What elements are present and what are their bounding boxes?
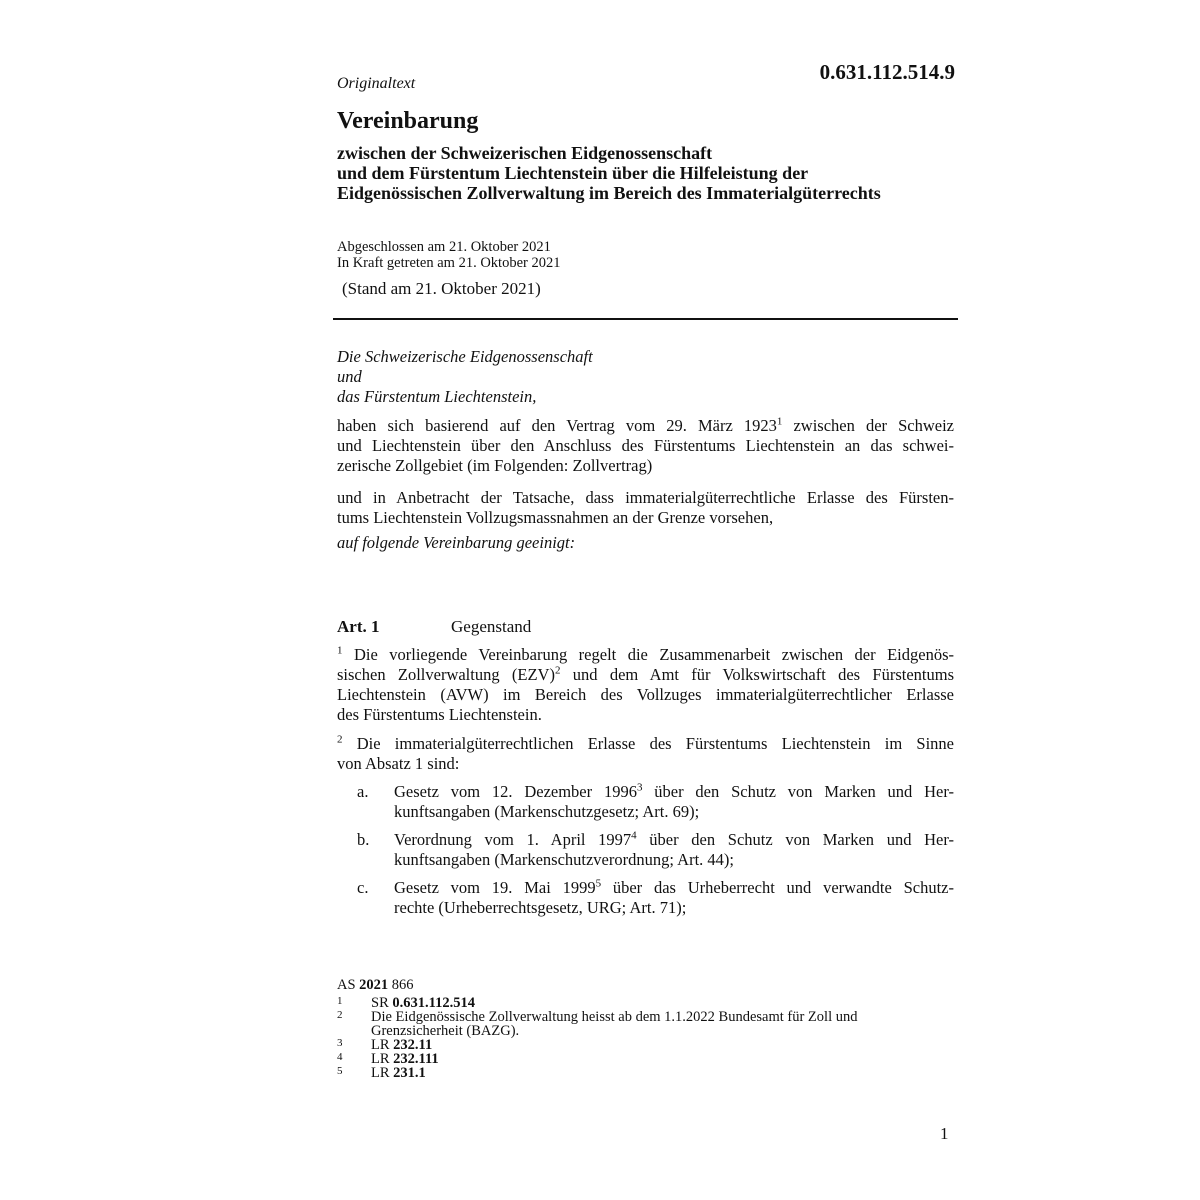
- footnote-text: [371, 1010, 931, 1038]
- in-force-date: In Kraft getreten am 21. Oktober 2021: [337, 255, 561, 271]
- text-span: SR: [371, 995, 393, 1011]
- text-span: und dem Amt für Volkswirtschaft des Fürstentums: [560, 665, 955, 684]
- preamble-parties: [337, 347, 954, 407]
- footnote-ref[interactable]: 2: [554, 664, 561, 677]
- footnote-ref-number: 0.631.112.514: [392, 995, 475, 1011]
- preamble-line: [337, 416, 954, 436]
- footnote-ref-number: 232.11: [393, 1037, 433, 1053]
- footnote-text: [371, 996, 931, 1010]
- footnote-line: Die Eidgenössische Zollverwaltung heisst ab dem 1.1.2022 Bundesamt für Zoll und: [371, 1009, 858, 1025]
- originaltext-label: Originaltext: [337, 75, 416, 92]
- footnotes-block: [337, 977, 858, 1081]
- footnote-number: 4: [337, 1051, 343, 1063]
- article-heading: Gegenstand: [451, 617, 532, 636]
- list-text: [394, 830, 954, 870]
- preamble-paragraph-2: [337, 488, 954, 528]
- article-paragraph-1: [337, 645, 954, 725]
- text-span: Gesetz vom 19. Mai 1999: [394, 878, 596, 897]
- text-span: sischen Zollverwaltung (EZV): [337, 665, 555, 684]
- article-line: [337, 734, 954, 754]
- article-paragraph-2: [337, 734, 954, 774]
- text-span: über den Schutz von Marken und Her-: [642, 782, 955, 801]
- text-span: über den Schutz von Marken und Her-: [636, 830, 955, 849]
- list-line: rechte (Urheberrechtsgesetz, URG; Art. 71);: [394, 898, 687, 917]
- text-span: Gesetz vom 12. Dezember 1996: [394, 782, 637, 801]
- article-line: des Fürstentums Liechtenstein.: [337, 705, 542, 724]
- list-letter: c.: [357, 878, 369, 897]
- party-line: und: [337, 367, 362, 386]
- footnote-text: [371, 1038, 931, 1052]
- list-line: [394, 878, 954, 898]
- document-title: Vereinbarung: [337, 108, 479, 134]
- paragraph-marker: 2: [337, 733, 343, 746]
- paragraph-marker: 1: [337, 644, 343, 657]
- status-date: (Stand am 21. Oktober 2021): [342, 279, 541, 298]
- sr-number: 0.631.112.514.9: [819, 60, 955, 84]
- text-span: 866: [388, 977, 414, 993]
- footnote-number: 1: [337, 995, 343, 1007]
- list-line: kunftsangaben (Markenschutzverordnung; Art. 44);: [394, 850, 734, 869]
- text-span: Verordnung vom 1. April 1997: [394, 830, 632, 849]
- list-line: [394, 782, 954, 802]
- preamble-line: und in Anbetracht der Tatsache, dass immaterialgüterrechtliche Erlasse des Fürsten-: [337, 488, 954, 507]
- subtitle-line: und dem Fürstentum Liechtenstein über die Hilfeleistung der: [337, 163, 809, 183]
- footnote: [337, 1065, 426, 1081]
- preamble-line: zerische Zollgebiet (im Folgenden: Zollvertrag): [337, 456, 653, 475]
- footnote-text: [371, 1066, 931, 1080]
- list-text: [394, 878, 954, 918]
- article-number: Art. 1: [337, 617, 380, 636]
- subtitle-line: Eidgenössischen Zollverwaltung im Bereich des Immaterialgüterrechts: [337, 183, 881, 203]
- footnote-text: [371, 1052, 931, 1066]
- text-span: AS: [337, 977, 360, 993]
- list-line: kunftsangaben (Markenschutzgesetz; Art. 69);: [394, 802, 700, 821]
- text-span: Die vorliegende Vereinbarung regelt die Zusammenarbeit zwischen der Eidgenös-: [342, 645, 954, 664]
- list-line: [394, 830, 954, 850]
- footnote: [337, 1051, 439, 1067]
- document-subtitle: [337, 143, 977, 203]
- header-divider: [333, 318, 958, 320]
- text-span: über das Urheberrecht und verwandte Schutz-: [601, 878, 954, 897]
- page-number: 1: [940, 1124, 949, 1143]
- list-letter: a.: [357, 782, 369, 801]
- text-span: haben sich basierend auf den Vertrag vom 29. März 1923: [337, 416, 777, 435]
- preamble-closing: auf folgende Vereinbarung geeinigt:: [337, 533, 576, 552]
- article-line: [337, 665, 954, 685]
- article-line: von Absatz 1 sind:: [337, 754, 460, 773]
- footnote-ref[interactable]: 4: [631, 829, 637, 842]
- article-line: [337, 645, 954, 665]
- as-year: 2021: [359, 977, 389, 993]
- party-line: Die Schweizerische Eidgenossenschaft: [337, 347, 593, 366]
- footnote-ref-number: 231.1: [393, 1065, 426, 1081]
- concluded-date: Abgeschlossen am 21. Oktober 2021: [337, 239, 551, 255]
- text-span: zwischen der Schweiz: [782, 416, 955, 435]
- preamble-line: tums Liechtenstein Vollzugsmassnahmen an der Grenze vorsehen,: [337, 508, 774, 527]
- footnote: [337, 1037, 433, 1053]
- footnote-number: 5: [337, 1065, 343, 1077]
- text-span: LR: [371, 1065, 394, 1081]
- list-letter: b.: [357, 830, 370, 849]
- as-reference: [337, 978, 414, 996]
- footnote: [337, 995, 475, 1011]
- preamble-paragraph-1: [337, 416, 954, 476]
- footnote-line: Grenzsicherheit (BAZG).: [371, 1023, 520, 1039]
- preamble-line: und Liechtenstein über den Anschluss des Fürstentums Liechtenstein an das schwei-: [337, 436, 954, 455]
- footnote-ref[interactable]: 3: [636, 781, 643, 794]
- text-span: LR: [371, 1051, 394, 1067]
- text-span: Die immaterialgüterrechtlichen Erlasse des Fürstentums Liechtenstein im Sinne: [342, 734, 954, 753]
- list-text: [394, 782, 954, 822]
- subtitle-line: zwischen der Schweizerischen Eidgenossenschaft: [337, 143, 713, 163]
- article-line: Liechtenstein (AVW) im Bereich des Vollzuges immaterialgüterrechtlicher Erlasse: [337, 685, 954, 704]
- footnote-ref-number: 232.111: [393, 1051, 439, 1067]
- footnote: [337, 1009, 858, 1039]
- text-span: LR: [371, 1037, 394, 1053]
- party-line: das Fürstentum Liechtenstein,: [337, 387, 537, 406]
- footnote-number: 3: [337, 1037, 343, 1049]
- footnote-number: 2: [337, 1009, 343, 1021]
- footnote-ref[interactable]: 1: [776, 415, 783, 428]
- footnote-ref[interactable]: 5: [595, 877, 602, 890]
- dates-block: [337, 239, 560, 271]
